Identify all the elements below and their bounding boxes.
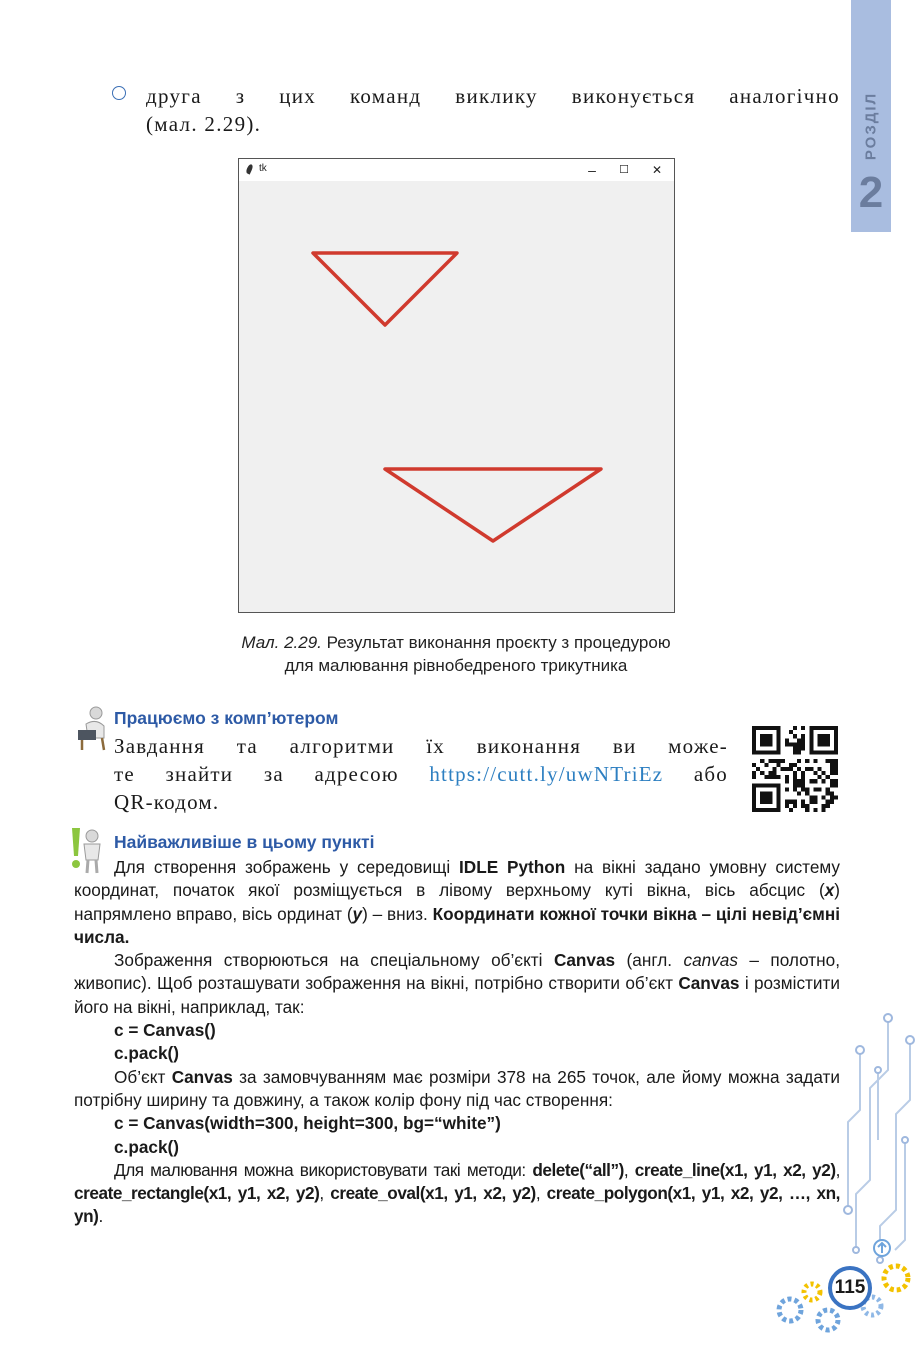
minimize-button[interactable]: – [588,162,596,178]
work-text-line1: Завдання та алгоритми їх виконання ви може- [114,734,728,758]
close-button[interactable]: ✕ [651,163,663,177]
code-line-1: c = Canvas() [114,1020,216,1041]
paragraph-coordinates: Для створення зображень у середовищі IDLE Python на вікні задано умовну систему координат, початок якої розміщується в лівому верхньому куті вікна, вісь абсцис (x) напрямлено вправо, вісь ординат (y) – вниз. Координати кожної точки вікна – цілі невід’ємні числа. [74,857,840,947]
chapter-number: 2 [858,168,884,217]
tk-window [238,158,675,613]
paragraph-methods: Для малювання можна використовувати такі методи: delete(“all”), create_line(x1, y1, x2, y2), create_rectangle(x1, y1, x2, y2), create_oval(x1, y1, x2, y2), create_polygon(x1, y1, x2, y2, …, xn, yn). [74,1159,840,1227]
triangle-large [385,469,601,541]
qr-code-icon [752,726,838,812]
tk-titlebar [239,159,674,181]
page-number: 115 [828,1266,872,1310]
figure-caption [150,631,762,677]
bullet-circle-icon [112,86,126,100]
person-laptop-icon [74,704,112,752]
paragraph-canvas-size: Об’єкт Canvas за замовчуванням має розміри 378 на 265 точок, але йому можна задати потрібну ширину та довжину, а також колір фону під час створення: [74,1066,840,1110]
chapter-label: РОЗДІЛ [862,91,880,161]
code-line-4: c.pack() [114,1136,179,1157]
maximize-button[interactable]: ☐ [619,164,629,176]
tk-window-title: tk [259,163,267,174]
caption-label: Мал. 2.29. [241,633,322,652]
work-text-line3: QR-кодом. [114,790,220,814]
important-section-heading: Найважливіше в цьому пункті [114,832,375,852]
bullet-text-line2: (мал. 2.29). [146,112,262,136]
qr-url-link[interactable]: https://cutt.ly/uwNTriEz [429,762,664,786]
important-section-body [74,856,840,1229]
caption-line2: для малювання рівнобедреного трикутника [284,656,628,675]
tk-canvas [239,181,674,612]
bullet-text-line1: друга з цих команд виклику виконується аналогічно [146,84,840,108]
work-section-text [114,732,728,816]
tk-feather-icon [245,163,254,174]
code-line-2: c.pack() [114,1043,179,1064]
work-text-line2: те знайти за адресою https://cutt.ly/uwNTriEz або [114,762,728,786]
work-section-heading: Працюємо з комп’ютером [114,708,339,728]
triangle-small [313,253,457,325]
caption-line1: Результат виконання проєкту з процедурою [321,633,671,652]
paragraph-canvas: Зображення створюються на спеціальному об’єкті Canvas (англ. canvas – полотно, живопис). Щоб розташувати зображення на вікні, потрібно створити об’єкт Canvas і розмістити його на вікні, наприклад, так: [74,950,840,1017]
code-line-3: c = Canvas(width=300, height=300, bg=“white”) [114,1113,501,1134]
